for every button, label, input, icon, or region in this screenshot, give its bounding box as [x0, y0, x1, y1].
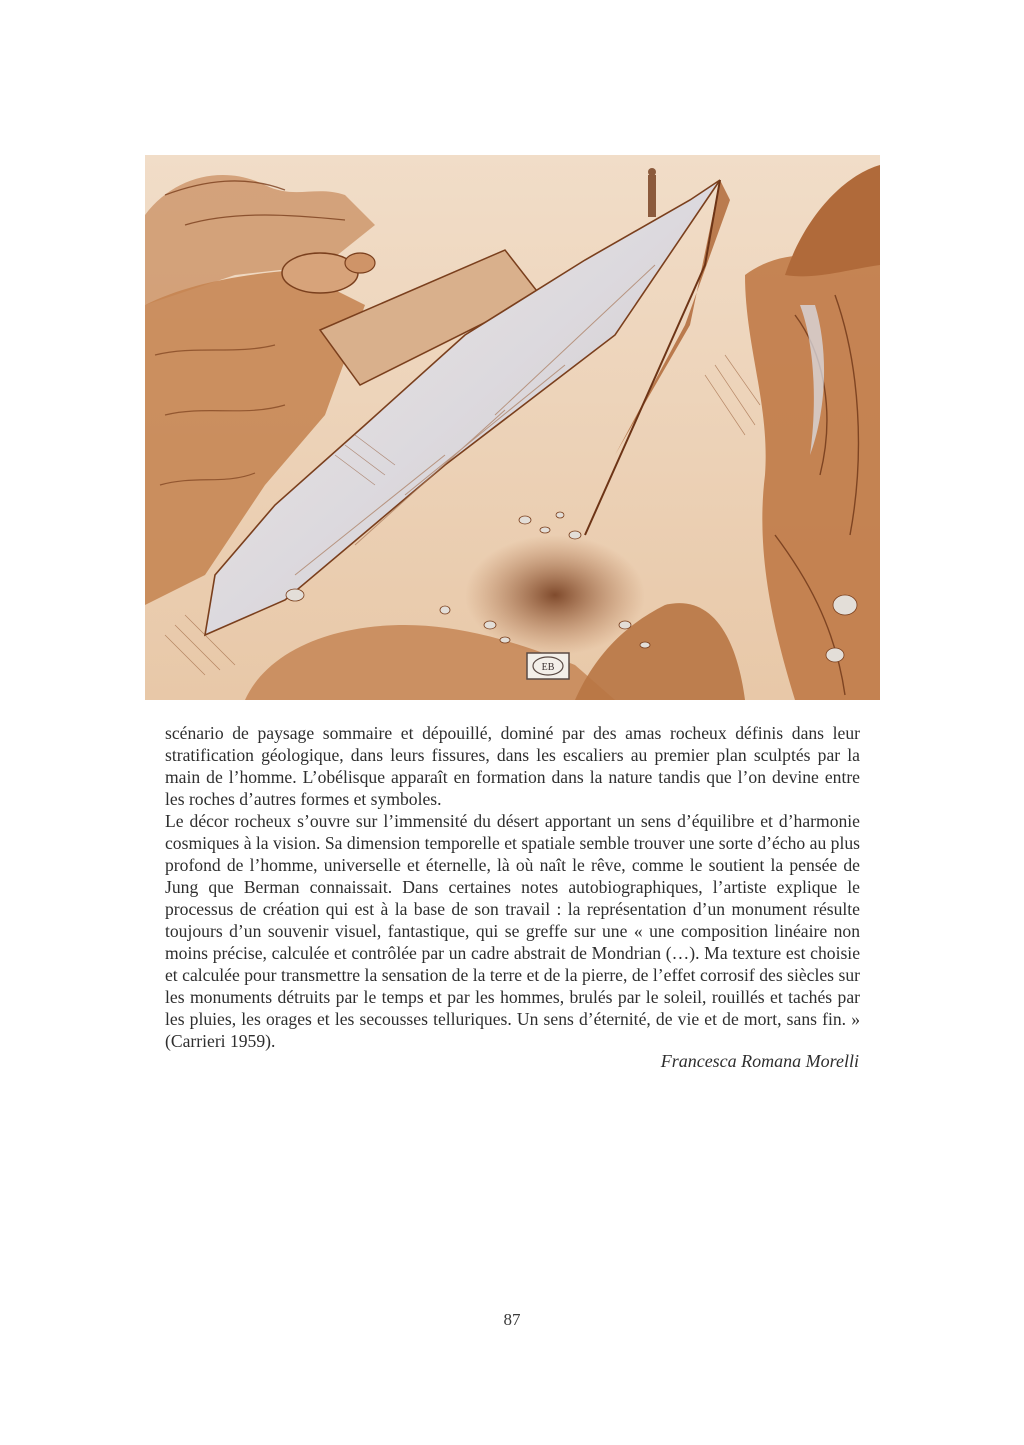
artwork-illustration [145, 155, 880, 700]
paragraph: scénario de paysage sommaire et dépouillé, dominé par des amas rocheux définis dans leur stratification géologique, dans leurs fissures, dans les escaliers au premier plan sculptés par la main de l’homme. L’obélisque apparaît en formation dans la nature tandis que l’on devine entre les roches d’autres formes et symboles. [165, 723, 860, 809]
boulder [345, 253, 375, 273]
author-signature: Francesca Romana Morelli [660, 1051, 859, 1071]
ink-stain [465, 535, 645, 655]
stamp-text: EB [541, 662, 555, 673]
standing-figure [648, 175, 656, 217]
page-number: 87 [503, 1310, 521, 1329]
article-text [165, 722, 860, 1052]
paragraph: Le décor rocheux s’ouvre sur l’immensité du désert apportant un sens d’équilibre et d’harmonie cosmiques à la vision. Sa dimension temporelle et spatiale semble trouver une sorte d’écho au plus profond de l’homme, universelle et éternelle, là où naît le rêve, comme le soutient la pensée de Jung que Berman connaissait. Dans certaines notes autobiographiques, l’artiste explique le processus de création qui est à la base de son travail : la représentation d’un monument résulte toujours d’un souvenir visuel, fantastique, qui se greffe sur une « une composition linéaire non moins précise, calculée et contrôlée par un cadre abstrait de Mondrian (…). Ma texture est choisie et calculée pour transmettre la sensation de la terre et de la pierre, de l’effet corrosif des siècles sur les monuments détruits par le temps et par les hommes, brulés par le soleil, rouillés et tachés par les pluies, les orages et les secousses telluriques. Un sens d’éternité, de vie et de mort, sans fin. » (Carrieri 1959). [165, 811, 860, 1051]
